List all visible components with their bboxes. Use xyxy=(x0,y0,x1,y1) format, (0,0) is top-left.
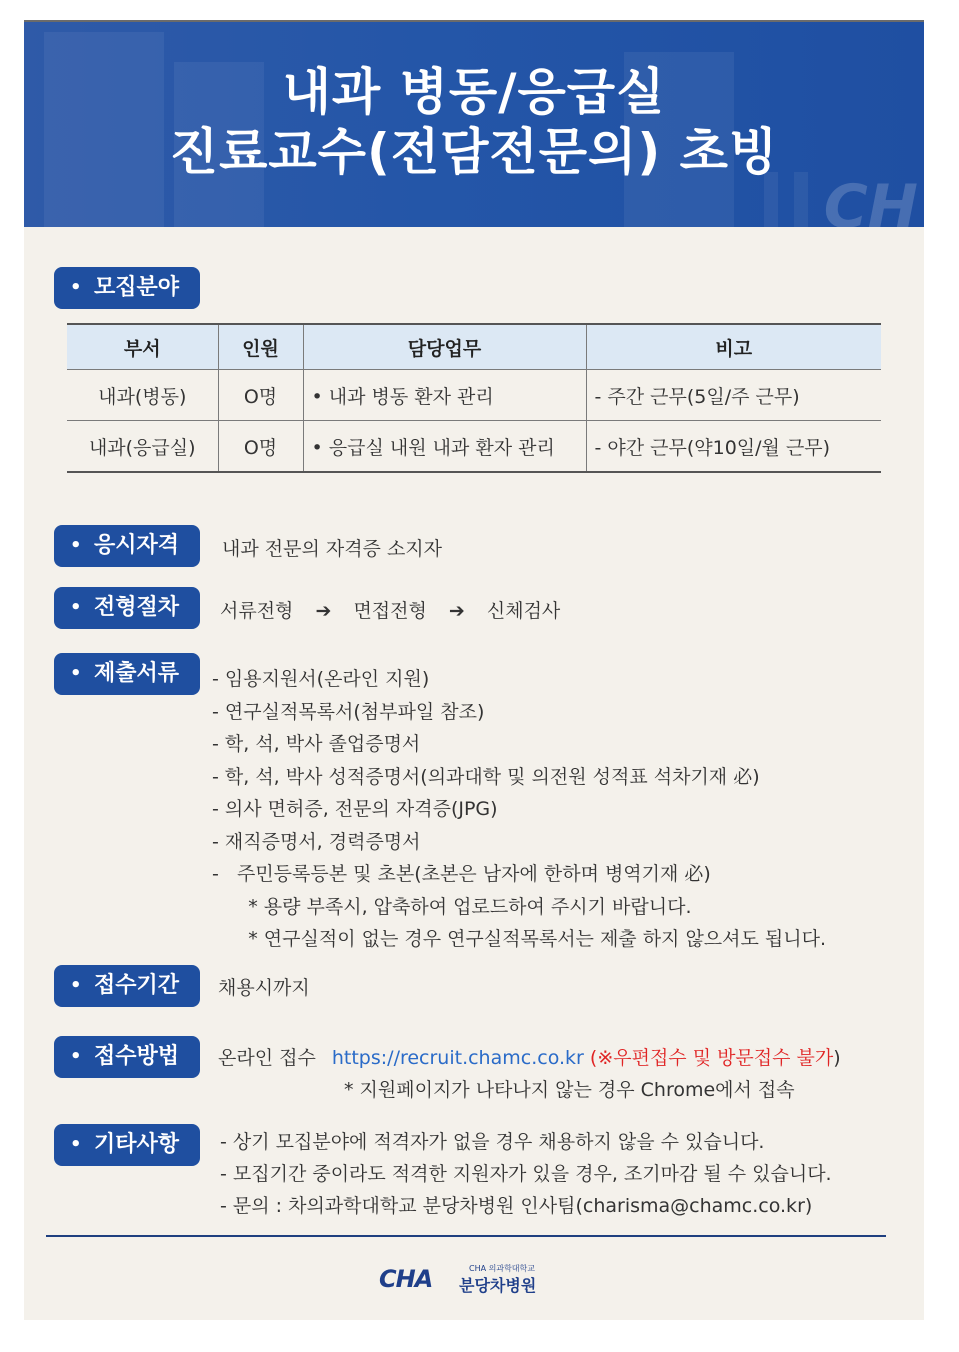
procedure-step: 신체검사 xyxy=(486,600,561,622)
section-etc-label: • 기타사항 xyxy=(54,1124,200,1166)
header-banner xyxy=(24,20,924,227)
table-row xyxy=(67,370,881,421)
method-note: * 지원페이지가 나타나지 않는 경우 Chrome에서 접속 xyxy=(344,1079,795,1101)
bullet-icon: • xyxy=(70,663,82,684)
documents-list xyxy=(212,663,826,956)
recruit-site-link[interactable]: https://recruit.chamc.co.kr xyxy=(331,1047,584,1069)
bullet-icon: • xyxy=(70,535,82,556)
section-qualification-label: • 응시자격 xyxy=(54,525,200,567)
list-item: - 임용지원서(온라인 지원) xyxy=(212,668,430,690)
list-item: - 주민등록등본 및 초본(초본은 남자에 한하며 병역기재 必) xyxy=(212,863,711,885)
list-item: - 학, 석, 박사 졸업증명서 xyxy=(212,733,421,755)
section-documents-label: • 제출서류 xyxy=(54,653,200,695)
logo-hospital-name: 분당차병원 xyxy=(459,1276,537,1295)
bullet-icon: • xyxy=(70,975,82,996)
building-logo-decoration: CH xyxy=(823,172,918,227)
list-item: - 의사 면허증, 전문의 자격증(JPG) xyxy=(212,798,498,820)
logo-subtitle: CHA 의과학대학교 xyxy=(469,1264,535,1273)
list-item: - 학, 석, 박사 성적증명서(의과대학 및 의전원 성적표 석차기재 必) xyxy=(212,765,760,788)
table-header-cell: 인원 xyxy=(218,324,303,370)
list-item: - 연구실적목록서(첨부파일 참조) xyxy=(212,700,485,723)
table-header-cell: 담당업무 xyxy=(303,324,586,370)
procedure-steps xyxy=(220,596,560,623)
arrow-right-icon: ➔ xyxy=(448,600,465,622)
period-text: 채용시까지 xyxy=(218,977,310,999)
section-method-label: • 접수방법 xyxy=(54,1036,200,1078)
header-title-line2: 진료교수(전담전문의) 초빙 xyxy=(169,123,779,181)
bullet-icon: • xyxy=(70,597,82,618)
table-cell-count: O명 xyxy=(218,421,303,473)
bullet-icon: • xyxy=(70,1046,82,1067)
list-item-note: * 용량 부족시, 압축하여 업로드하여 주시기 바랍니다. xyxy=(212,895,692,918)
table-row xyxy=(67,421,881,473)
method-line: 온라인 접수 https://recruit.chamc.co.kr (※우편접수 및 방문접수 불가) xyxy=(218,1047,841,1069)
header-title-line1: 내과 병동/응급실 xyxy=(282,63,666,121)
list-item: - 문의 : 차의과학대학교 분당차병원 인사팀(charisma@chamc.co.kr) xyxy=(220,1195,813,1217)
table-cell-count: O명 xyxy=(218,370,303,421)
recruitment-table xyxy=(67,323,881,473)
list-item-note: * 연구실적이 없는 경우 연구실적목록서는 제출 하지 않으셔도 됩니다. xyxy=(212,928,827,950)
etc-list xyxy=(220,1126,832,1222)
list-item: - 모집기간 중이라도 적격한 지원자가 있을 경우, 조기마감 될 수 있습니다. xyxy=(220,1163,832,1185)
list-item: - 상기 모집분야에 적격자가 없을 경우 채용하지 않을 수 있습니다. xyxy=(220,1131,765,1153)
bullet-icon: • xyxy=(70,277,82,298)
method-prefix: 온라인 접수 xyxy=(218,1047,316,1069)
table-header-cell: 비고 xyxy=(586,324,881,370)
cha-logo-mark: CHA xyxy=(379,1265,433,1293)
section-period-label: • 접수기간 xyxy=(54,965,200,1007)
table-cell-duty: • 내과 병동 환자 관리 xyxy=(303,370,586,421)
method-notice: ※우편접수 및 방문접수 불가 xyxy=(597,1047,834,1069)
bullet-icon: • xyxy=(70,1134,82,1155)
table-cell-dept: 내과(병동) xyxy=(67,370,218,421)
section-field-label: • 모집분야 xyxy=(54,267,200,309)
table-cell-dept: 내과(응급실) xyxy=(67,421,218,473)
table-header-row xyxy=(67,324,881,370)
table-cell-note: - 주간 근무(5일/주 근무) xyxy=(586,370,881,421)
qualification-text: 내과 전문의 자격증 소지자 xyxy=(222,538,443,560)
procedure-step: 면접전형 xyxy=(353,600,427,622)
procedure-step: 서류전형 xyxy=(220,600,294,622)
table-header-cell: 부서 xyxy=(67,324,218,370)
table-cell-note: - 야간 근무(약10일/월 근무) xyxy=(586,421,881,473)
section-procedure-label: • 전형절차 xyxy=(54,587,200,629)
footer-divider xyxy=(46,1235,886,1237)
list-item: - 재직증명서, 경력증명서 xyxy=(212,830,421,853)
arrow-right-icon: ➔ xyxy=(315,600,332,622)
recruitment-poster xyxy=(24,20,924,1320)
table-cell-duty: • 응급실 내원 내과 환자 관리 xyxy=(303,421,586,473)
